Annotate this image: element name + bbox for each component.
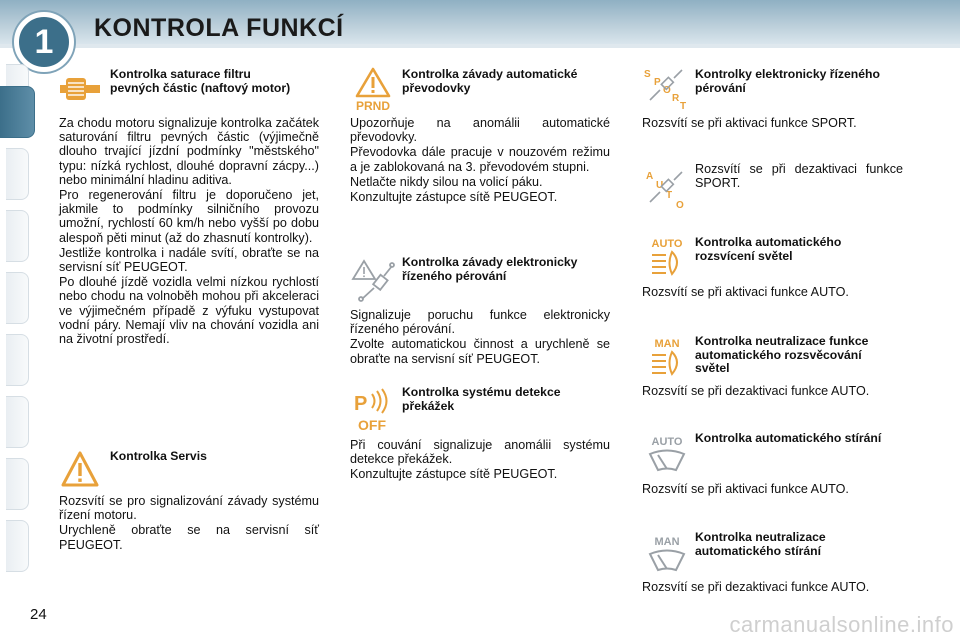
auto-wipers-icon-label: AUTO <box>651 436 683 448</box>
parking-description <box>350 438 610 483</box>
wipers-man-paragraph: Rozsvítí se při dezaktivaci funkce AUTO. <box>642 580 870 594</box>
gearbox-description <box>350 116 610 205</box>
parking-paragraph: Konzultujte zástupce sítě PEUGEOT. <box>350 467 558 482</box>
manual-wipers-icon-label: MAN <box>654 536 680 548</box>
footer-watermark: carmanualsonline.info <box>729 612 954 637</box>
chapter-tab[interactable] <box>6 520 29 572</box>
suspension-sport-paragraph: Rozsvítí se při aktivaci funkce SPORT. <box>642 116 857 130</box>
header-divider <box>0 44 960 48</box>
suspension-sport-title: Kontrolky elektronicky řízeného pérování <box>695 67 880 95</box>
svg-text:A: A <box>646 171 654 182</box>
lights-auto-title: Kontrolka automatického rozsvícení světel <box>695 235 842 263</box>
suspension-fault-paragraph: Signalizuje poruchu funkce elektronicky řízeného pérování. <box>350 308 610 337</box>
chapter-tab[interactable] <box>6 148 29 200</box>
gearbox-title: Kontrolka závady automatické převodovky <box>402 67 578 95</box>
fap-description <box>59 116 319 347</box>
gearbox-paragraph: Netlačte nikdy silou na volicí páku. <box>350 174 543 189</box>
suspension-sport-icon <box>642 66 688 110</box>
wipers-auto-paragraph: Rozsvítí se při aktivaci funkce AUTO. <box>642 482 849 496</box>
lights-man-paragraph: Rozsvítí se při dezaktivaci funkce AUTO. <box>642 384 870 398</box>
chapter-tab-active[interactable] <box>0 86 35 138</box>
fap-paragraph: Za chodu motoru signalizuje kontrolka začátek saturování filtru pevných částic (výjimečně dlouho trvající jízdní podmínky "městského" typu: nízká rychlost, dlouhé dopravní zácpy...) nebo minimální hladinu aditiva. <box>59 116 319 187</box>
chapter-tab[interactable] <box>6 458 29 510</box>
page-number: 24 <box>30 606 47 623</box>
parking-title: Kontrolka systému detekce překážek <box>402 385 561 413</box>
chapter-tab[interactable] <box>6 210 29 262</box>
parking-icon-label: OFF <box>358 417 386 432</box>
gearbox-paragraph: Konzultujte zástupce sítě PEUGEOT. <box>350 190 558 205</box>
svg-text:S: S <box>644 69 651 80</box>
parking-paragraph: Při couvání signalizuje anomálii systému detekce překážek. <box>350 438 610 467</box>
chapter-number: 1 <box>34 22 54 61</box>
svg-text:T: T <box>666 190 673 201</box>
suspension-fault-icon <box>350 258 398 302</box>
chapter-tab[interactable] <box>6 334 29 386</box>
gearbox-paragraph: Upozorňuje na anomálii automatické převodovky. <box>350 116 610 145</box>
suspension-sport-description <box>642 116 904 131</box>
service-paragraph: Urychleně obraťte se na servisní síť PEUGEOT. <box>59 523 319 552</box>
svg-text:P: P <box>654 77 661 88</box>
wipers-man-title: Kontrolka neutralizace automatického stírání <box>695 530 826 558</box>
svg-text:P: P <box>354 393 368 415</box>
svg-text:O: O <box>676 200 684 210</box>
service-description <box>59 494 319 553</box>
fap-paragraph: Jestliže kontrolka i nadále svítí, obraťte se na servisní síť PEUGEOT. <box>59 245 319 275</box>
wipers-auto-title: Kontrolka automatického stírání <box>695 431 882 445</box>
manual-wipers-icon <box>646 534 688 574</box>
auto-lights-icon <box>646 236 688 278</box>
page-title: KONTROLA FUNKCÍ <box>94 14 344 42</box>
service-title: Kontrolka Servis <box>110 449 207 463</box>
gearbox-icon-label: PRND <box>355 99 391 112</box>
suspension-auto-paragraph: Rozsvítí se při dezaktivaci funkce SPORT. <box>695 162 903 191</box>
chapter-badge <box>14 12 74 72</box>
svg-text:R: R <box>672 93 680 104</box>
suspension-fault-title: Kontrolka závady elektronicky řízeného pérování <box>402 255 578 283</box>
suspension-auto-icon <box>644 168 690 210</box>
svg-text:U: U <box>656 180 664 191</box>
lights-auto-paragraph: Rozsvítí se při aktivaci funkce AUTO. <box>642 285 849 299</box>
svg-text:T: T <box>680 101 687 110</box>
fap-paragraph: Po dlouhé jízdě vozidla velmi nízkou rychlostí nebo chodu na volnoběh mohou při akceleraci ve výjimečném případě z výfuku vystupovat vodní páry. Nemají vliv na chování vozidla ani na životní prostředí. <box>59 275 319 347</box>
fap-title: Kontrolka saturace filtru pevných částic (naftový motor) <box>110 67 291 95</box>
warning-triangle-icon <box>60 450 100 488</box>
lights-man-description <box>642 384 904 399</box>
particle-filter-icon <box>60 72 104 108</box>
wipers-auto-description <box>642 482 904 497</box>
suspension-auto-description <box>695 162 903 191</box>
chapter-tab[interactable] <box>6 272 29 324</box>
lights-auto-description <box>642 285 904 300</box>
auto-wipers-icon <box>646 434 688 474</box>
fap-paragraph: Pro regenerování filtru je doporučeno jet, jakmile to podmínky silničního provozu umožní, rychlostí 60 km/h nebo vyšší po dobu alespoň pěti minut (až do zhasnutí kontrolky). <box>59 188 319 245</box>
auto-lights-icon-label: AUTO <box>651 238 683 250</box>
manual-lights-icon <box>646 336 688 378</box>
svg-text:O: O <box>663 85 671 96</box>
lights-man-title: Kontrolka neutralizace funkce automatického rozsvěcování světel <box>695 334 869 375</box>
gearbox-paragraph: Převodovka dále pracuje v nouzovém režimu a je zablokovaná na 3. převodovém stupni. <box>350 145 610 174</box>
service-paragraph: Rozsvítí se pro signalizování závady systému řízení motoru. <box>59 494 319 523</box>
chapter-tab[interactable] <box>6 396 29 448</box>
suspension-fault-description <box>350 308 610 367</box>
wipers-man-description <box>642 580 904 595</box>
parking-sensor-off-icon <box>350 388 396 432</box>
gearbox-fault-icon <box>349 66 397 112</box>
manual-lights-icon-label: MAN <box>654 338 680 350</box>
suspension-fault-paragraph: Zvolte automatickou činnost a urychleně se obraťte na servisní síť PEUGEOT. <box>350 337 610 366</box>
